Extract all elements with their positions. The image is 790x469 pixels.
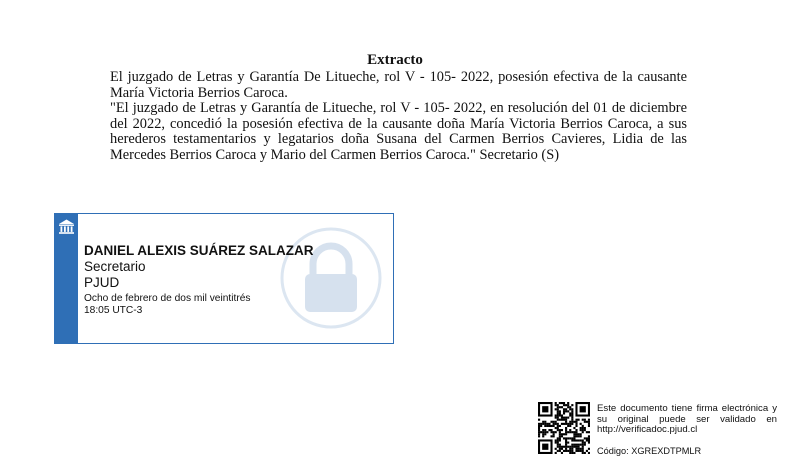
verification-code: Código: XGREXDTPMLR	[597, 446, 702, 456]
electronic-signature-box	[54, 213, 394, 344]
paragraph-resolution: "El juzgado de Letras y Garantía de Litueche, rol V - 105- 2022, en resolución del 01 de diciembre del 2022, concedió la posesión efectiva de la causante doña María Victoria Berrios Caroca, a sus herederos testamentarios y legatarios doña Susana del Carmen Berrios Cavieres, Lidia de las Mercedes Berrios Caroca y Mario del Carmen Berrios Caroca." Secretario (S)	[110, 100, 687, 163]
signature-stripe	[55, 214, 78, 343]
signature-date	[84, 293, 314, 316]
signer-name: DANIEL ALEXIS SUÁREZ SALAZAR	[84, 243, 314, 258]
signature-time: 18:05 UTC-3	[84, 304, 143, 316]
verification-notice: Este documento tiene firma electrónica y su original puede ser validado en http://verificadoc.pjud.cl	[597, 403, 777, 435]
signer-role: Secretario	[84, 259, 146, 274]
document-title: Extracto	[367, 52, 423, 68]
courthouse-icon	[58, 218, 75, 235]
signer-organization: PJUD	[84, 275, 120, 290]
paragraph-summary: El juzgado de Letras y Garantía De Litueche, rol V - 105- 2022, posesión efectiva de la causante María Victoria Berrios Caroca.	[110, 69, 687, 101]
signature-date-text: Ocho de febrero de dos mil veintitrés	[84, 293, 251, 304]
signature-details	[84, 242, 314, 316]
qr-code-icon	[538, 402, 590, 454]
document-body	[110, 70, 687, 164]
